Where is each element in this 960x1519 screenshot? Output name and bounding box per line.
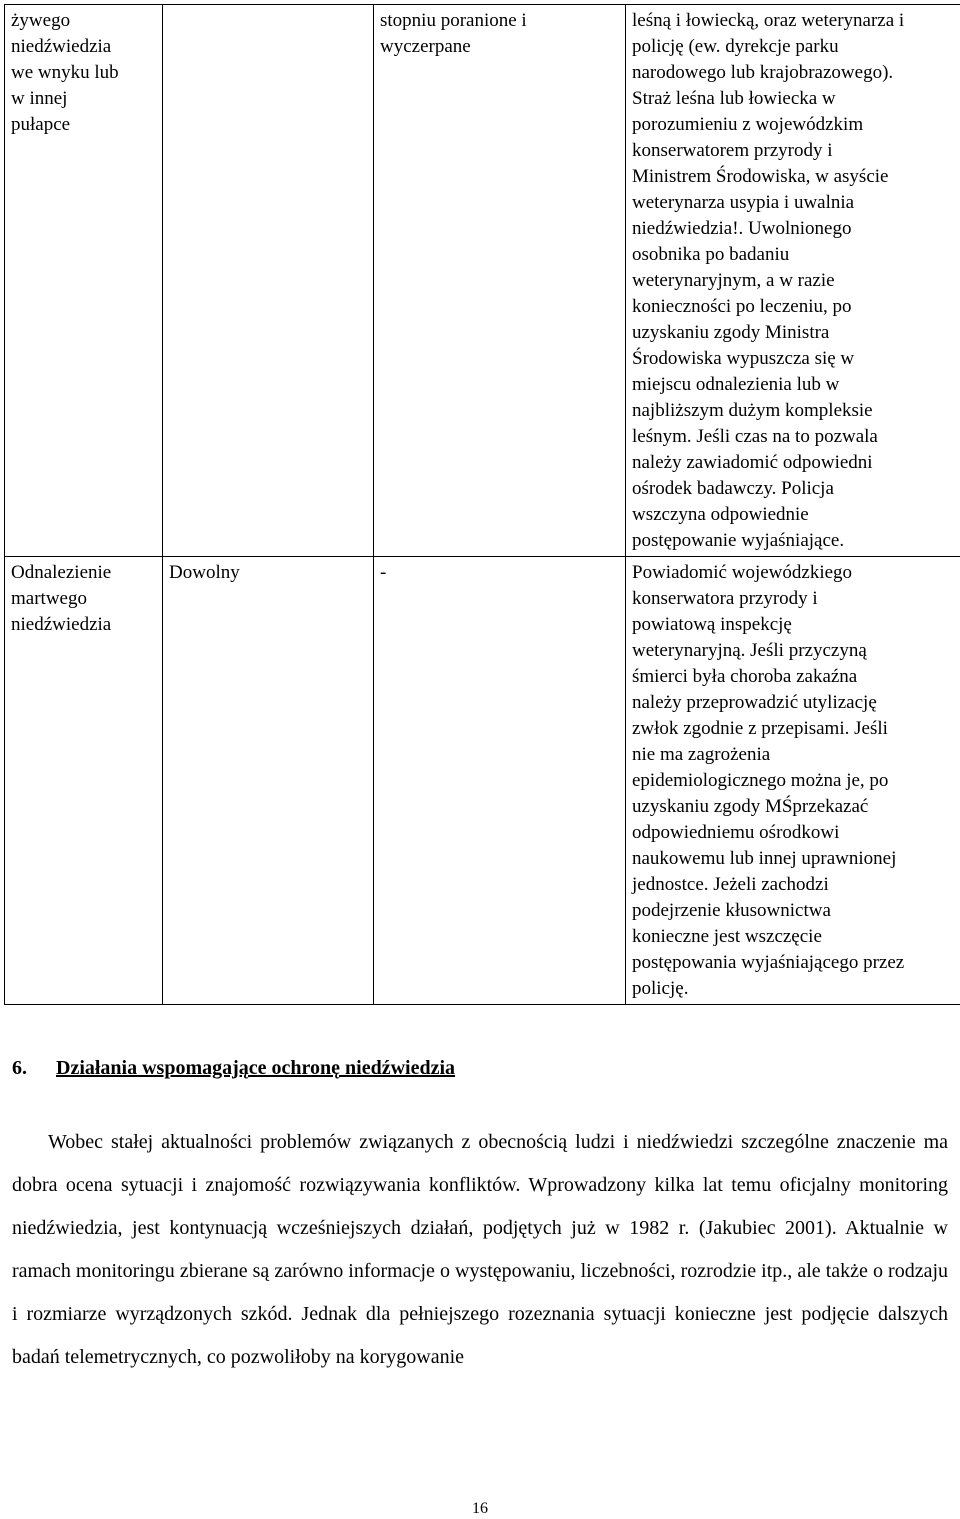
paragraph-text: Wobec stałej aktualności problemów związanych z obecnością ludzi i niedźwiedzi szczególne znaczenie ma dobra ocena sytuacji i znajomość rozwiązywania konfliktów. Wprowadzony kilka lat temu oficjalny monitoring niedźwiedzia, jest kontynuacją wcześniejszych działań, podjętych już w 1982 r. (Jakubiec 2001). Aktualnie w ramach monitoringu zbierane są zarówno informacje o występowaniu, liczebności, rozrodzie itp., ale także o rodzaju i rozmiarze wyrządzonych szkód. Jednak dla pełniejszego rozeznania sytuacji konieczne jest podjęcie dalszych badań telemetrycznych, co pozwoliłoby na korygowanie	[12, 1131, 948, 1368]
action-cell: Powiadomić wojewódzkiego konserwatora przyrody i powiatową inspekcję weterynaryjną. Jeśli przyczyną śmierci była choroba zakaźna należy przeprowadzić utylizację zwłok zgodnie z przepisami. Jeśli nie ma zagrożenia epidemiologicznego można je, po uzyskaniu zgody MŚprzekazać odpowiedniemu ośrodkowi naukowemu lub innej uprawnionej jednostce. Jeżeli zachodzi podejrzenie kłusownictwa konieczne jest wszczęcie postępowania wyjaśniającego przez policję.	[626, 557, 960, 1005]
table-row	[5, 557, 960, 1005]
body-paragraph	[12, 1121, 948, 1379]
section-title: Działania wspomagające ochronę niedźwiedzia	[56, 1057, 456, 1079]
action-cell: leśną i łowiecką, oraz weterynarza i policję (ew. dyrekcje parku narodowego lub krajobrazowego). Straż leśna lub łowiecka w porozumieniu z wojewódzkim konserwatorem przyrody i Ministrem Środowiska, w asyście weterynarza usypia i uwalnia niedźwiedzia!. Uwolnionego osobnika po badaniu weterynaryjnym, a w razie konieczności po leczeniu, po uzyskaniu zgody Ministra Środowiska wypuszcza się w miejscu odnalezienia lub w najbliższym dużym kompleksie leśnym. Jeśli czas na to pozwala należy zawiadomić odpowiedni ośrodek badawczy. Policja wszczyna odpowiednie postępowanie wyjaśniające.	[626, 5, 960, 557]
table-row	[5, 5, 960, 557]
time-cell	[163, 5, 374, 557]
situation-cell: Odnalezienie martwego niedźwiedzia	[5, 557, 163, 1005]
procedure-table	[4, 4, 960, 1005]
section-heading	[12, 1057, 455, 1080]
section-number: 6.	[12, 1057, 27, 1079]
situation-cell: żywego niedźwiedzia we wnyku lub w innej pułapce	[5, 5, 163, 557]
condition-cell: -	[374, 557, 626, 1005]
condition-cell: stopniu poranione i wyczerpane	[374, 5, 626, 557]
time-cell: Dowolny	[163, 557, 374, 1005]
page-number: 16	[472, 1500, 488, 1517]
